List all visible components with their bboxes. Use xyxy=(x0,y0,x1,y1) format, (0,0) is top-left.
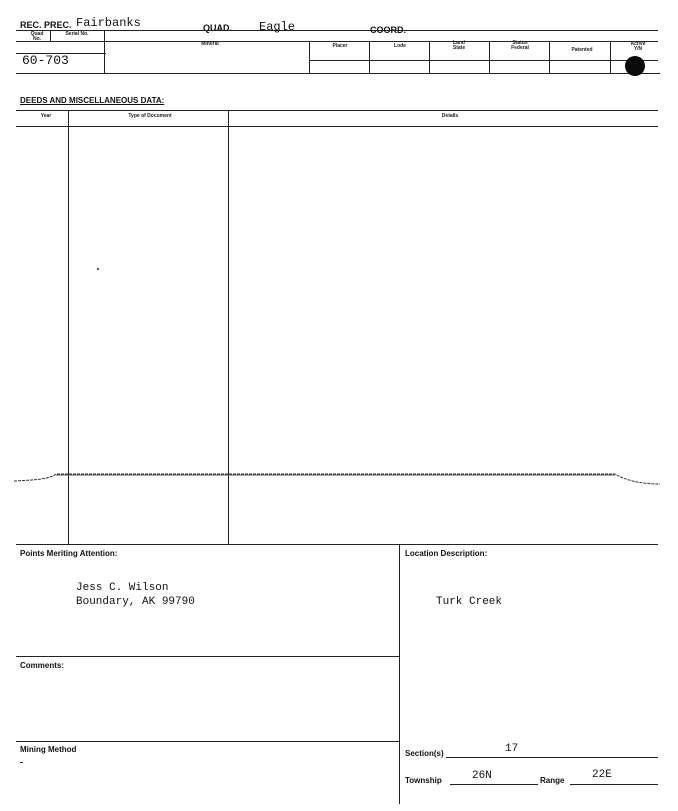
quad-no-value: 60-703 xyxy=(22,53,69,68)
location-label: Location Description: xyxy=(405,549,488,558)
comments-rule xyxy=(16,656,400,657)
coord-label: COORD. xyxy=(370,25,406,35)
deeds-title: DEEDS AND MISCELLANEOUS DATA: xyxy=(20,96,165,105)
points-name: Jess C. Wilson xyxy=(76,582,169,594)
col-head-quad-no-text: Quad No. xyxy=(30,31,44,42)
rec-prec-label: REC. PREC. xyxy=(20,20,72,30)
deeds-col-type: Type of Document xyxy=(128,113,172,119)
stray-dash xyxy=(20,762,23,763)
section-value: 17 xyxy=(505,743,519,755)
col-head-mineral: Mineral xyxy=(201,41,219,47)
points-address: Boundary, AK 99790 xyxy=(76,596,195,608)
location-value: Turk Creek xyxy=(436,596,503,608)
col-head-status-federal-text: Status Federal xyxy=(511,40,529,51)
section-underline xyxy=(446,757,658,758)
range-label: Range xyxy=(540,776,565,785)
deeds-col-year: Year xyxy=(40,113,52,119)
stray-mark xyxy=(97,268,99,270)
range-value: 22E xyxy=(592,769,612,781)
bottom-center-divider xyxy=(399,544,400,804)
comments-label: Comments: xyxy=(20,661,65,670)
rec-prec-value: Fairbanks xyxy=(76,16,141,30)
col-head-patented: Patented xyxy=(571,47,593,53)
col-head-placer: Placer xyxy=(332,43,348,49)
col-head-active-text: Active Y/N xyxy=(630,41,646,52)
quad-label: QUAD. xyxy=(203,23,232,33)
col-head-lode: Lode xyxy=(394,43,406,49)
township-value: 26N xyxy=(472,770,492,782)
mining-rule xyxy=(16,741,400,742)
col-head-land-state-text: Land State xyxy=(452,40,466,51)
township-label: Township xyxy=(405,776,442,785)
col-head-serial-no-text: Serial No. xyxy=(65,31,89,37)
mining-label: Mining Method xyxy=(20,745,77,754)
bottom-top-rule xyxy=(16,544,658,545)
section-label: Section(s) xyxy=(405,749,444,758)
points-label: Points Meriting Attention: xyxy=(20,549,118,558)
township-underline xyxy=(450,784,538,785)
quad-value: Eagle xyxy=(259,20,296,34)
deeds-col-details: Details xyxy=(441,113,459,119)
range-underline xyxy=(570,784,658,785)
